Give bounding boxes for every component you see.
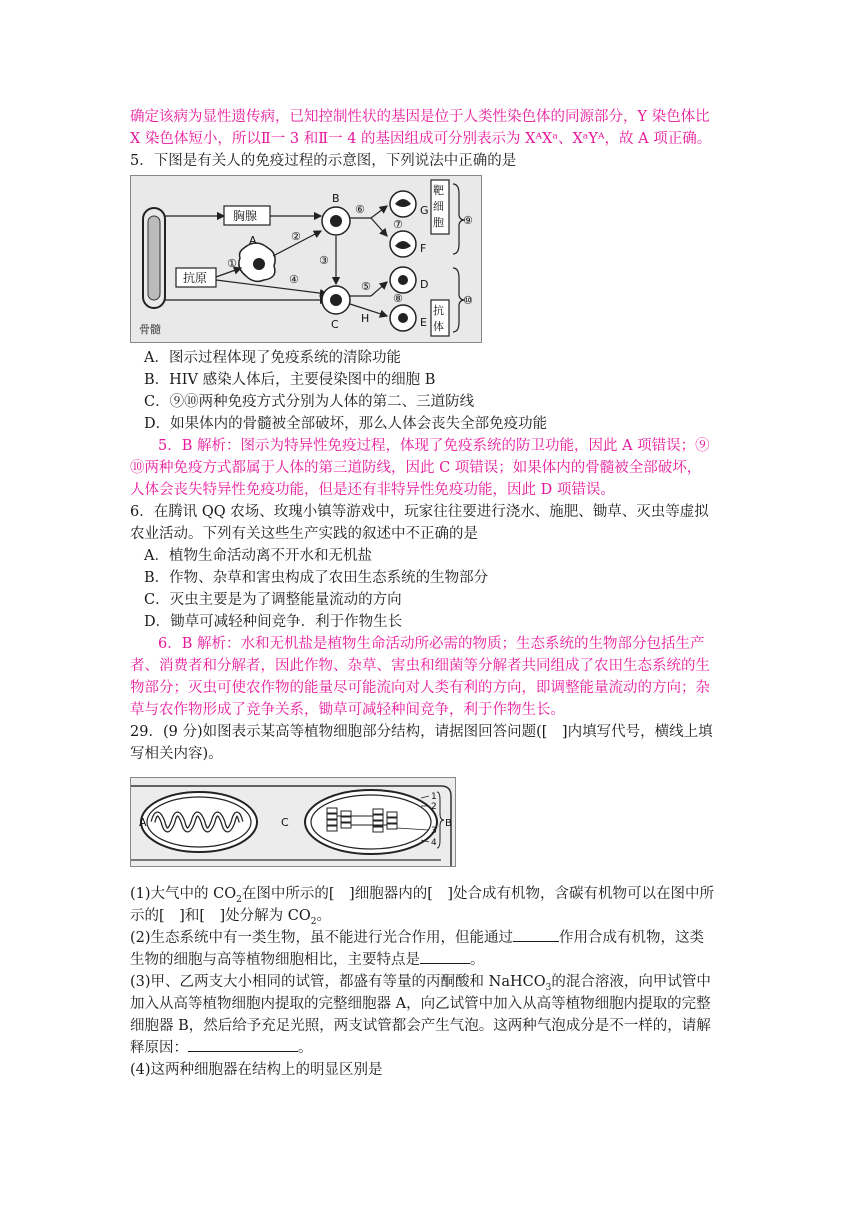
label-c: C <box>281 816 289 829</box>
svg-text:⑧: ⑧ <box>393 292 403 305</box>
thymus-label: 胸腺 <box>233 209 258 223</box>
document-page <box>130 106 735 1081</box>
q29-sub1-line-1: (1)大气中的 $CO_2$在图中所示的[ ]细胞器内的[ ]处合成有机物，含碳有机物可以在图中所 <box>130 886 715 905</box>
q29-sub1-line-2: 示的[ ]和[ ]处分解为 $CO_2$。 <box>130 908 331 927</box>
q6-option-b: B．作物、杂草和害虫构成了农田生态系统的生物部分 <box>144 570 489 586</box>
q5-answer-line-3: 人体会丧失特异性免疫功能，但是还有非特异性免疫功能，因此 D 项错误。 <box>130 482 615 498</box>
q6-stem-line-1: 6．在腾讯 QQ 农场、玫瑰小镇等游戏中，玩家往往要进行浇水、施肥、锄草、灭虫等虚拟 <box>130 504 709 520</box>
svg-text:2: 2 <box>431 802 437 812</box>
q29-stem-line-1: 29．(9 分)如图表示某高等植物细胞部分结构，请据图回答问题([ ]内填写代号，横线上填 <box>130 724 713 740</box>
label-b: B <box>445 818 452 829</box>
svg-text:②: ② <box>291 230 301 243</box>
label-a: A <box>139 816 147 829</box>
q6-option-c: C．灭虫主要是为了调整能量流动的方向 <box>144 592 402 608</box>
svg-text:③: ③ <box>319 254 329 267</box>
previous-explanation-line-2: X 染色体短小，所以Ⅱ一 3 和Ⅱ一 4 的基因组成可分别表示为 XᴬXᵃ、XᵃYᴬ，故 A 项正确。 <box>130 131 712 147</box>
q29-sub3-line-4: 释原因： 。 <box>130 1037 735 1059</box>
q6-answer-line-3: 物部分；灭虫可使农作物的能量尽可能流向对人类有利的方向，即调整能量流动的方向；杂 <box>130 680 710 696</box>
q5-answer-line-1: 5．B 解析：图示为特异性免疫过程，体现了免疫系统的防卫功能，因此 A 项错误；⑨ <box>158 438 710 454</box>
immune-process-figure <box>130 175 482 343</box>
q6-stem-line-2: 农业活动。下列有关这些生产实践的叙述中不正确的是 <box>130 526 478 542</box>
cell-d-label: D <box>420 278 429 291</box>
q29-sub2-line-2: 生物的细胞与高等植物细胞相比，主要特点是 。 <box>130 949 735 971</box>
cell-a-label: A <box>249 234 257 247</box>
cell-g-label: G <box>420 204 429 217</box>
q6-option-a: A．植物生命活动离不开水和无机盐 <box>144 548 372 564</box>
cell-b-label: B <box>332 192 340 205</box>
chloroplast-shape <box>305 790 437 854</box>
antigen-label: 抗原 <box>183 271 208 285</box>
q29-sub3-line-2: 加入从高等植物细胞内提取的完整细胞器 A，向乙试管中加入从高等植物细胞内提取的完整 <box>130 996 711 1012</box>
target-cell-label-2: 细 <box>433 200 444 213</box>
svg-text:①: ① <box>227 257 237 270</box>
svg-text:⑥: ⑥ <box>355 203 365 216</box>
svg-text:⑤: ⑤ <box>361 280 371 293</box>
svg-text:⑦: ⑦ <box>393 218 403 231</box>
answer-blank[interactable] <box>420 949 470 964</box>
q29-sub2-line-1: (2)生态系统中有一类生物，虽不能进行光合作用，但能通过 作用合成有机物，这类 <box>130 927 735 949</box>
cell-c-label: C <box>331 318 339 331</box>
cell-e-label: E <box>420 316 427 329</box>
organelle-diagram <box>131 778 455 866</box>
h-label: H <box>361 312 370 325</box>
cell-f-label: F <box>420 242 427 255</box>
organelle-figure <box>130 777 456 867</box>
q5-option-b: B．HIV 感染人体后，主要侵染图中的细胞 B <box>144 372 436 388</box>
target-cell-label-3: 胞 <box>433 216 444 229</box>
answer-blank[interactable] <box>188 1037 298 1052</box>
antibody-label-2: 体 <box>433 320 444 333</box>
previous-explanation-line-1: 确定该病为显性遗传病，已知控制性状的基因是位于人类性染色体的同源部分，Y 染色体比 <box>130 109 710 125</box>
svg-text:3: 3 <box>431 826 437 836</box>
svg-text:⑨: ⑨ <box>463 214 473 227</box>
q5-answer-line-2: ⑩两种免疫方式都属于人体的第三道防线，因此 C 项错误；如果体内的骨髓被全部破坏， <box>130 460 702 476</box>
q6-answer-line-2: 者、消费者和分解者，因此作物、杂草、害虫和细菌等分解者共同组成了农田生态系统的生 <box>130 658 710 674</box>
q6-option-d: D．锄草可减轻种间竞争．利于作物生长 <box>144 614 403 630</box>
q5-option-a: A．图示过程体现了免疫系统的清除功能 <box>144 350 401 366</box>
q29-sub3-line-1: (3)甲、乙两支大小相同的试管，都盛有等量的丙酮酸和 NaHCO$_3$的混合溶液，向甲试管中 <box>130 974 711 993</box>
svg-text:4: 4 <box>431 838 437 848</box>
q29-stem-line-2: 写相关内容)。 <box>130 746 223 762</box>
antibody-label-1: 抗 <box>433 304 444 317</box>
q5-stem: 5．下图是有关人的免疫过程的示意图，下列说法中正确的是 <box>130 153 517 169</box>
svg-text:④: ④ <box>289 273 299 286</box>
bone-marrow-label: 骨髓 <box>139 323 161 336</box>
immune-process-diagram <box>131 176 481 342</box>
svg-text:⑩: ⑩ <box>463 294 473 307</box>
q5-option-d: D．如果体内的骨髓被全部破坏，那么人体会丧失全部免疫功能 <box>144 416 548 432</box>
q29-sub4-line: (4)这两种细胞器在结构上的明显区别是 <box>130 1062 383 1078</box>
svg-text:1: 1 <box>431 792 437 802</box>
q6-answer-line-4: 草与农作物形成了竞争关系，锄草可减轻种间竞争，利于作物生长。 <box>130 702 565 718</box>
q6-answer-line-1: 6．B 解析：水和无机盐是植物生命活动所必需的物质；生态系统的生物部分包括生产 <box>158 636 705 652</box>
answer-blank[interactable] <box>513 927 559 942</box>
q29-sub3-line-3: 细胞器 B，然后给予充足光照，两支试管都会产生气泡。这两种气泡成分是不一样的，请解 <box>130 1018 711 1034</box>
q5-option-c: C．⑨⑩两种免疫方式分别为人体的第二、三道防线 <box>144 394 475 410</box>
target-cell-label-1: 靶 <box>433 184 444 197</box>
